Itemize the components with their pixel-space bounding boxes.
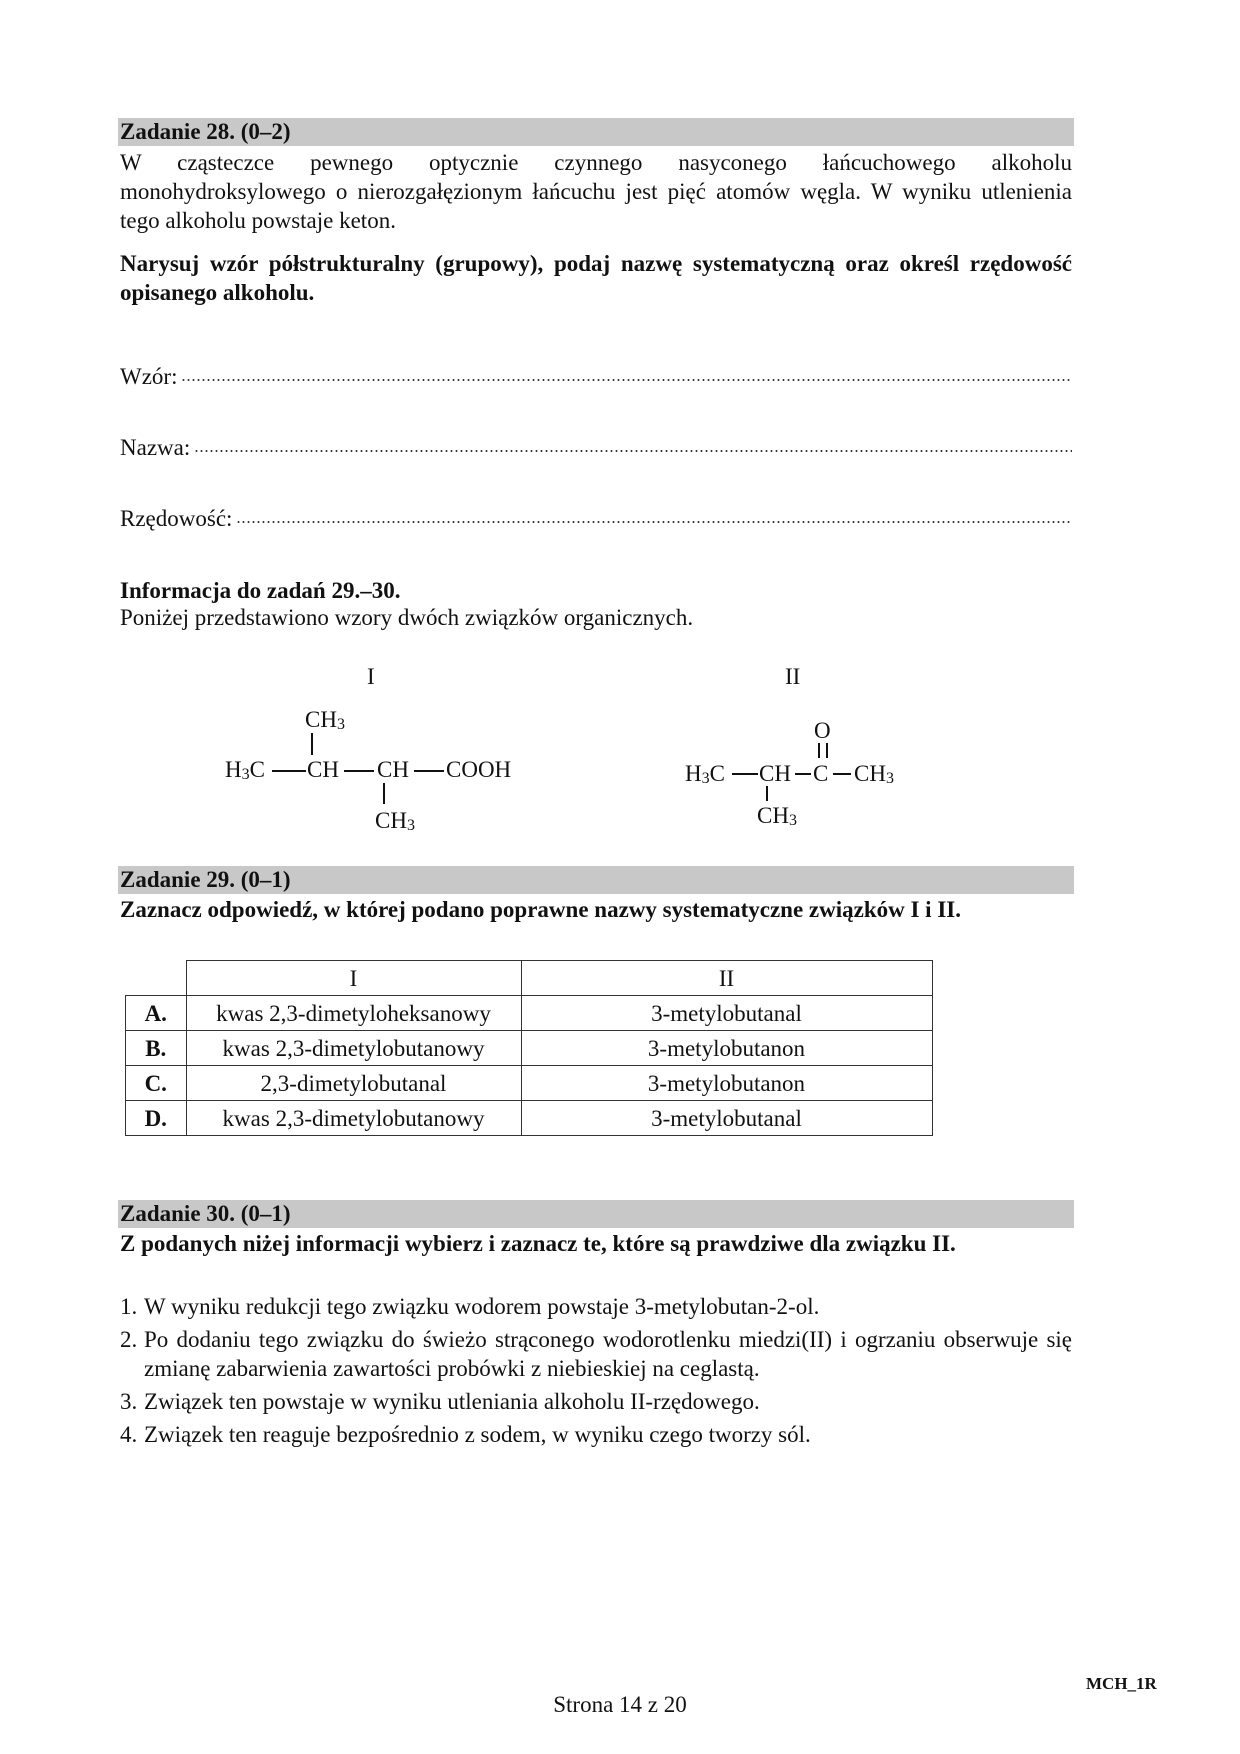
list-item[interactable] [120,1292,1072,1321]
list-item[interactable] [120,1387,1072,1416]
name-answer-line[interactable] [120,433,1072,462]
option-name-II: 3-metylobutanal [521,1101,932,1136]
option-letter[interactable]: B. [126,1031,187,1066]
item-number: 1. [120,1294,138,1319]
structure-I-cooh: COOH [446,757,512,782]
option-letter[interactable]: A. [126,996,187,1031]
formula-label: Wzór: [120,364,178,389]
order-label: Rzędowość: [120,506,233,531]
option-name-I: kwas 2,3-dimetylobutanowy [186,1101,521,1136]
option-name-I: 2,3-dimetylobutanal [186,1066,521,1101]
table-row[interactable] [126,1031,933,1066]
ch3-right-text: $CH_3$ [854,761,894,787]
page-number: Strona 14 z 20 [553,1692,687,1717]
table-row[interactable] [126,1066,933,1101]
table-row[interactable] [126,1101,933,1136]
ch3-bottom-text-ii: $CH_3$ [757,803,797,829]
list-item[interactable] [120,1325,1072,1383]
item-number: 3. [120,1389,138,1414]
bond-c-ch3-ii [833,773,851,775]
bond-vertical-ii [766,786,768,801]
option-letter[interactable]: C. [126,1066,187,1101]
table-header-row [126,961,933,996]
exam-code: MCH_1R [1086,1674,1157,1693]
formula-dotted-line [181,379,1072,381]
option-name-II: 3-metylobutanon [521,1066,932,1101]
item-text: Związek ten powstaje w wyniku utleniania alkoholu II-rzędowego. [144,1389,760,1414]
ch3-bottom-text: $CH_3$ [375,808,415,834]
task30-header: Zadanie 30. (0–1) [118,1200,1074,1228]
structure-II-h3c [685,759,725,788]
task28-header: Zadanie 28. (0–2) [118,118,1074,146]
item-text: W wyniku redukcji tego związku wodorem powstaje 3-metylobutan-2-ol. [144,1294,820,1319]
list-item[interactable] [120,1420,1072,1449]
item-text: Po dodaniu tego związku do świeżo strąconego wodorotlenku miedzi(II) i ogrzaniu obserwuje się zmianę zabarwienia zawartości probówki z niebieskiej na ceglastą. [144,1327,1072,1381]
column-header-I: I [186,961,521,996]
h3c-text: $H_3C$ [225,757,265,783]
structure-II-oxygen: O [814,718,831,743]
structure-I-ch3-bottom [375,806,415,835]
order-dotted-line [236,521,1072,523]
double-bond-left [818,743,820,758]
option-name-II: 3-metylobutanon [521,1031,932,1066]
table-row[interactable] [126,996,933,1031]
task28-intro: W cząsteczce pewnego optycznie czynnego nasyconego łańcuchowego alkoholu monohydroksylowego o nierozgałęzionym łańcuchu jest pięć atomów węgla. W wyniku utlenienia tego alkoholu powstaje keton. [120,150,1072,233]
structure-II-label: II [785,664,801,689]
task28-instruction: Narysuj wzór półstrukturalny (grupowy), podaj nazwę systematyczną oraz określ rzędowość opisanego alkoholu. [120,251,1072,305]
column-header-II: II [521,961,932,996]
task30-instruction: Z podanych niżej informacji wybierz i zaznacz te, które są prawdziwe dla związku II. [120,1231,956,1256]
bond-h3c-ch [272,770,306,772]
item-text: Związek ten reaguje bezpośrednio z sodem, w wyniku czego tworzy sól. [144,1422,811,1447]
option-letter[interactable]: D. [126,1101,187,1136]
formula-answer-line[interactable] [120,362,1072,391]
structure-II-ch3-right [854,759,894,788]
statement-list [120,1292,1072,1449]
structure-I-h3c [225,755,265,784]
task29-header: Zadanie 29. (0–1) [118,866,1074,894]
bond-ch-c-ii [795,773,811,775]
bond-ch-ch [344,770,374,772]
bond-vertical-top [311,733,313,755]
info-header: Informacja do zadań 29.–30. [120,578,401,603]
double-bond-right [826,743,828,758]
structure-II-c: C [813,761,829,786]
info-text: Poniżej przedstawiono wzory dwóch związków organicznych. [120,605,694,630]
option-name-II: 3-metylobutanal [521,996,932,1031]
bond-ch-cooh [414,770,444,772]
order-answer-line[interactable] [120,504,1072,533]
structure-I-label: I [367,664,375,689]
bond-vertical-bottom [383,783,385,804]
item-number: 4. [120,1422,138,1447]
task29-instruction: Zaznacz odpowiedź, w której podano poprawne nazwy systematyczne związków I i II. [120,897,961,922]
option-name-I: kwas 2,3-dimetyloheksanowy [186,996,521,1031]
structure-I-ch-b: CH [377,757,409,782]
structure-II-ch3-bottom [757,801,797,830]
name-dotted-line [194,450,1072,452]
answer-table [125,960,933,1136]
structure-I-ch3-top [305,705,345,734]
structure-I-ch-a: CH [307,757,339,782]
option-name-I: kwas 2,3-dimetylobutanowy [186,1031,521,1066]
name-label: Nazwa: [120,435,191,460]
ch3-top-text: $CH_3$ [305,707,345,733]
item-number: 2. [120,1327,138,1352]
table-corner [126,961,187,996]
bond-h3c-ch-ii [732,773,758,775]
h3c-text-ii: $H_3C$ [685,761,725,787]
structure-II-ch: CH [759,761,791,786]
